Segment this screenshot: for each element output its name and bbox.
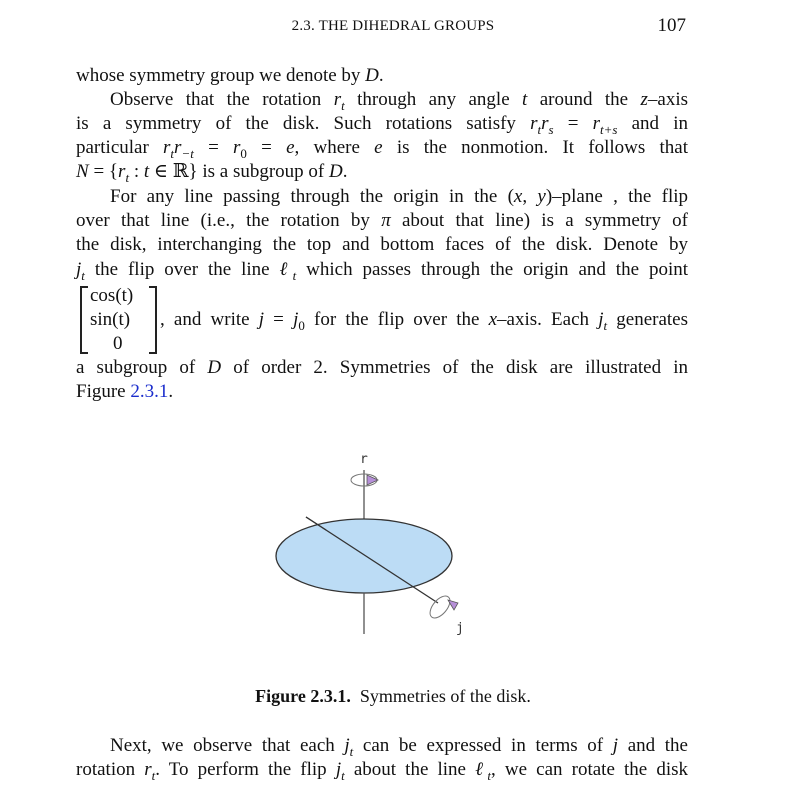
text-line-10: , and write $j = j_0$ for the flip over the x–axis. Each $j_t$ generates <box>160 309 689 333</box>
running-header: 2.3. THE DIHEDRAL GROUPS <box>291 18 495 34</box>
vector-entry-2: sin(t) <box>90 309 131 330</box>
text-line-13: Next, we observe that each $j_t$ can be expressed in terms of j and the <box>110 735 688 759</box>
figure-ref-suffix: . <box>168 381 174 402</box>
page-number: 107 <box>657 15 686 36</box>
figure-ref-prefix: Figure <box>76 381 126 402</box>
vector-entry-1: cos(t) <box>90 285 134 306</box>
disk <box>276 519 452 593</box>
text-line-4: particular $r_tr_{-t} = r_0 = e$, where e is the nonmotion. It follows that <box>76 137 689 161</box>
label-j: j <box>456 621 464 636</box>
text-line-5: $N = \{r_t$ : t ∈ ℝ} is a subgroup of D. <box>76 161 348 185</box>
rotation-arrow-r-icon <box>367 475 378 485</box>
text-line-6: For any line passing through the origin in the (x, y)–plane , the flip <box>110 186 689 207</box>
figure-link[interactable]: 2.3.1 <box>130 381 169 402</box>
text-line-8: the disk, interchanging the top and bottom faces of the disk. Denote by <box>76 234 688 255</box>
caption-label: Figure 2.3.1. <box>255 686 351 706</box>
text-line-2: Observe that the rotation $r_t$ through any angle t around the z–axis <box>110 89 688 113</box>
label-r: r <box>360 452 368 467</box>
figure-caption <box>0 686 786 707</box>
text-line-14: rotation $r_t$. To perform the flip $j_t$ about the line ℓ$_t$, we can rotate the disk <box>76 759 688 783</box>
text-line-3: is a symmetry of the disk. Such rotations satisfy $r_tr_s = r_{t+s}$ and in <box>76 113 688 137</box>
text-line-1: whose symmetry group we denote by D. <box>76 65 384 86</box>
caption-text: Symmetries of the disk. <box>359 686 531 706</box>
text-line-9: $j_t$ the flip over the line ℓ$_t$ which passes through the origin and the point <box>76 259 689 283</box>
rotation-arc-j <box>426 593 453 622</box>
vector-entry-3: 0 <box>113 333 123 354</box>
text-line-7: over that line (i.e., the rotation by π about that line) is a symmetry of <box>76 210 688 231</box>
text-line-11: a subgroup of D of order 2. Symmetries of the disk are illustrated in <box>76 357 688 378</box>
